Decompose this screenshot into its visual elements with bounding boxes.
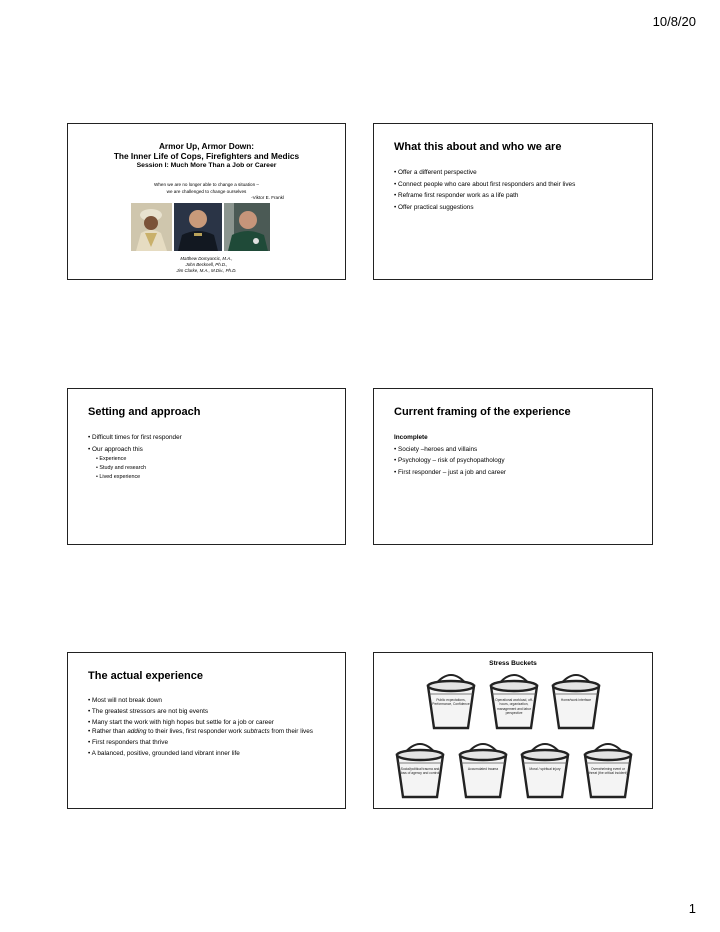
- bullet-item: • Many start the work with high hopes but settle for a job or career: [88, 718, 338, 729]
- bullet-item: • Our approach this: [88, 444, 338, 456]
- sub-bullet-item: • Experience: [88, 455, 338, 464]
- text-run: to their lives, first responder work: [146, 728, 244, 736]
- quote-line-2: we are challenged to change ourselves: [166, 188, 247, 194]
- slide-1-title-line-2: The Inner Life of Cops, Firefighters and Medics: [113, 151, 300, 161]
- bucket-label: Overwhelming event or threat (the critical incident): [588, 767, 628, 776]
- slide-6-title: Stress Buckets: [489, 660, 537, 667]
- slide-1-title: [67, 123, 346, 280]
- stress-bucket: [579, 739, 637, 799]
- author-name: Matthew Domyancic, M.A.,: [180, 256, 233, 261]
- bullet-item: • Offer practical suggestions: [394, 202, 644, 214]
- bullet-item: • Society –heroes and villains: [394, 444, 644, 456]
- slide-3-title: Setting and approach: [88, 406, 201, 418]
- author-photo-1: [131, 203, 172, 251]
- bucket-label: Public expectations, Performance, Confidence: [432, 698, 470, 707]
- slide-2: [373, 123, 653, 280]
- quote-attribution: -Viktor E. Frankl: [251, 195, 284, 200]
- slide-5-title: The actual experience: [88, 670, 203, 682]
- bucket-label: Home/work interface: [560, 698, 592, 702]
- bullet-item: • Connect people who care about first responders and their lives: [394, 179, 644, 191]
- bullet-item: • Difficult times for first responder: [88, 432, 338, 444]
- sub-bullet-item: • Study and research: [88, 464, 338, 473]
- slide-4-subhead: Incomplete: [394, 434, 428, 441]
- bucket-label: Operational workload, off-hours, organization, management and labor perspective: [495, 698, 533, 715]
- bullet-item: • Psychology – risk of psychopathology: [394, 455, 644, 467]
- bullet-item: • Reframe first responder work as a life path: [394, 190, 644, 202]
- stress-bucket: [516, 739, 574, 799]
- text-run: from their lives: [269, 728, 313, 736]
- stress-bucket: [485, 670, 543, 730]
- author-name: John Becknell, Ph.D.,: [185, 262, 228, 268]
- text-run: Rather than: [92, 728, 128, 736]
- slide-6-stress-buckets: [373, 652, 653, 809]
- slide-4-bullets: [394, 432, 644, 479]
- bullet-item: [88, 728, 338, 738]
- slide-5: [67, 652, 346, 809]
- slide-5-bullets: [88, 696, 338, 760]
- quote-line-1: When we are no longer able to change a situation –: [154, 182, 259, 187]
- page-number: 1: [688, 901, 696, 916]
- bullet-item: • First responder – just a job and career: [394, 467, 644, 479]
- author-name: Jim Clarke, M.A., M.Div., Ph.D.: [176, 268, 237, 274]
- bullet-item: • Offer a different perspective: [394, 167, 644, 179]
- slide-2-title: What this about and who we are: [394, 141, 562, 153]
- slide-4: [373, 388, 653, 545]
- author-photo-2: [174, 203, 222, 251]
- page-date: 10/8/20: [652, 14, 696, 29]
- slide-4-title: Current framing of the experience: [394, 406, 571, 418]
- slide-3-bullets: [88, 432, 338, 482]
- slide-1-authors: [68, 256, 345, 275]
- emphasis-subtracts: subtracts: [243, 728, 270, 736]
- emphasis-adding: adding: [127, 728, 147, 736]
- bucket-label: Social/political trauma and loss of agency and control: [400, 767, 440, 776]
- slide-1-quote: [68, 182, 345, 195]
- stress-bucket: [391, 739, 449, 799]
- slide-1-title-line-1: Armor Up, Armor Down:: [158, 141, 255, 151]
- slide-3: [67, 388, 346, 545]
- slide-2-bullets: [394, 167, 644, 214]
- slide-1-subtitle: Session I: Much More Than a Job or Career: [136, 162, 277, 169]
- bullet-item: • First responders that thrive: [88, 738, 338, 749]
- bullet-item: • The greatest stressors are not big events: [88, 707, 338, 718]
- bullet-item: • Most will not break down: [88, 696, 338, 707]
- bucket-label: Accumulated trauma: [467, 767, 499, 771]
- stress-bucket: [454, 739, 512, 799]
- stress-bucket: [547, 670, 605, 730]
- sub-bullet-item: • Lived experience: [88, 473, 338, 482]
- stress-bucket: [422, 670, 480, 730]
- bucket-label: Moral / spiritual injury: [529, 767, 561, 771]
- author-photo-3: [224, 203, 270, 251]
- bullet-item: • A balanced, positive, grounded land vibrant inner life: [88, 749, 338, 760]
